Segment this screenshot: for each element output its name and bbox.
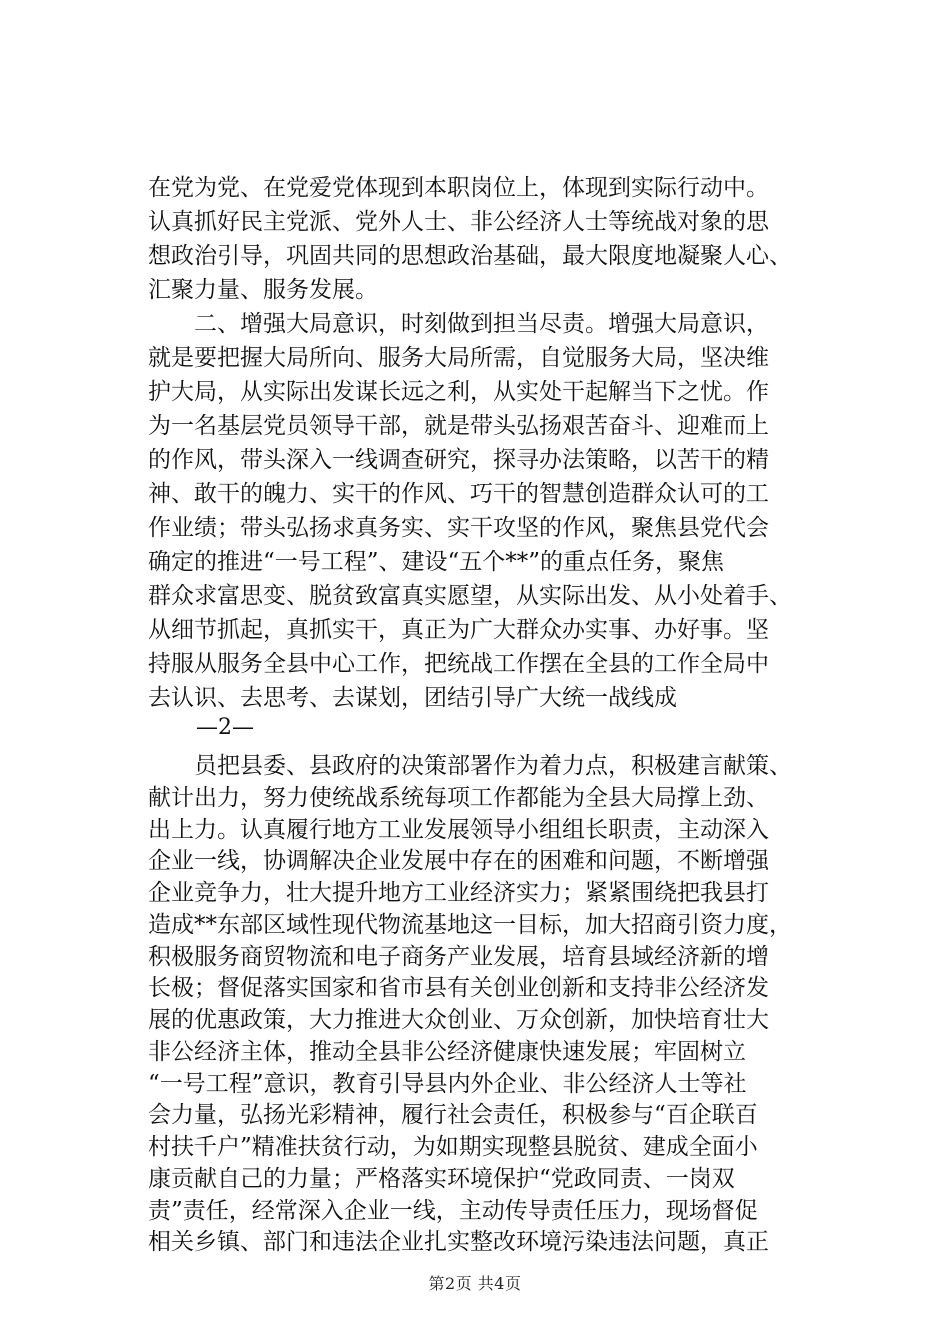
text-line: 造成**东部区域性现代物流基地这一目标，加大招商引资力度，	[148, 911, 792, 938]
text-line: 康贡献自己的力量；严格落实环境保护“党政同责、一岗双	[148, 1165, 735, 1192]
text-line: 确定的推进“一号工程”、建设“五个**”的重点任务，聚焦	[148, 549, 725, 575]
text-line: 长极；督促落实国家和省市县有关创业创新和支持非公经济发	[148, 975, 769, 1002]
text-line: 作业绩；带头弘扬求真务实、实干攻坚的作风，聚焦县党代会	[148, 515, 769, 541]
text-line: 二、增强大局意识，时刻做到担当尽责。增强大局意识，	[194, 311, 769, 337]
text-line: 从细节抓起，真抓实干，真正为广大群众办实事、办好事。坚	[148, 617, 769, 643]
page-marker: —2—	[196, 715, 254, 740]
text-line: 护大局，从实际出发谋长远之利，从实处干起解当下之忧。作	[148, 379, 769, 405]
text-line: 员把县委、县政府的决策部署作为着力点，积极建言献策、	[194, 753, 792, 779]
text-line: 的作风，带头深入一线调查研究，探寻办法策略，以苦干的精	[148, 447, 769, 473]
text-line: 责”责任，经常深入企业一线，主动传导责任压力，现场督促	[148, 1197, 758, 1224]
text-line: 企业竞争力，壮大提升地方工业经济实力；紧紧围绕把我县打	[148, 880, 769, 906]
text-line: 积极服务商贸物流和电子商务产业发展，培育县域经济新的增	[148, 943, 769, 970]
text-line: 想政治引导，巩固共同的思想政治基础，最大限度地凝聚人心、	[148, 243, 792, 269]
text-line: 在党为党、在党爱党体现到本职岗位上，体现到实际行动中。	[148, 175, 769, 201]
text-line: 献计出力，努力使统战系统每项工作都能为全县大局撑上劲、	[148, 784, 769, 811]
text-line: 展的优惠政策，大力推进大众创业、万众创新，加快培育壮大	[148, 1007, 769, 1033]
text-line: 持服从服务全县中心工作，把统战工作摆在全县的工作全局中	[148, 651, 769, 677]
text-line: 神、敢干的魄力、实干的作风、巧干的智慧创造群众认可的工	[148, 481, 769, 507]
text-line: 非公经济主体，推动全县非公经济健康快速发展；牢固树立	[148, 1038, 746, 1065]
text-line: 群众求富思变、脱贫致富真实愿望，从实际出发、从小处着手、	[148, 583, 792, 609]
text-line: 就是要把握大局所向、服务大局所需，自觉服务大局，坚决维	[148, 345, 769, 371]
text-line: 出上力。认真履行地方工业发展领导小组组长职责，主动深入	[148, 816, 769, 843]
text-line: 村扶千户”精准扶贫行动，为如期实现整县脱贫、建成全面小	[148, 1134, 758, 1160]
text-line: 认真抓好民主党派、党外人士、非公经济人士等统战对象的思	[148, 209, 769, 235]
text-line: “一号工程”意识，教育引导县内外企业、非公经济人士等社	[148, 1070, 747, 1097]
page-footer: 第2页 共4页	[428, 1274, 522, 1293]
text-line: 企业一线，协调解决企业发展中存在的困难和问题，不断增强	[148, 848, 769, 875]
text-line: 相关乡镇、部门和违法企业扎实整改环境污染违法问题，真正	[148, 1229, 769, 1256]
text-line: 会力量，弘扬光彩精神，履行社会责任，积极参与“百企联百	[148, 1102, 758, 1129]
text-line: 去认识、去思考、去谋划，团结引导广大统一战线成	[148, 685, 677, 711]
text-line: 汇聚力量、服务发展。	[148, 277, 378, 303]
text-line: 为一名基层党员领导干部，就是带头弘扬艰苦奋斗、迎难而上	[148, 413, 769, 439]
